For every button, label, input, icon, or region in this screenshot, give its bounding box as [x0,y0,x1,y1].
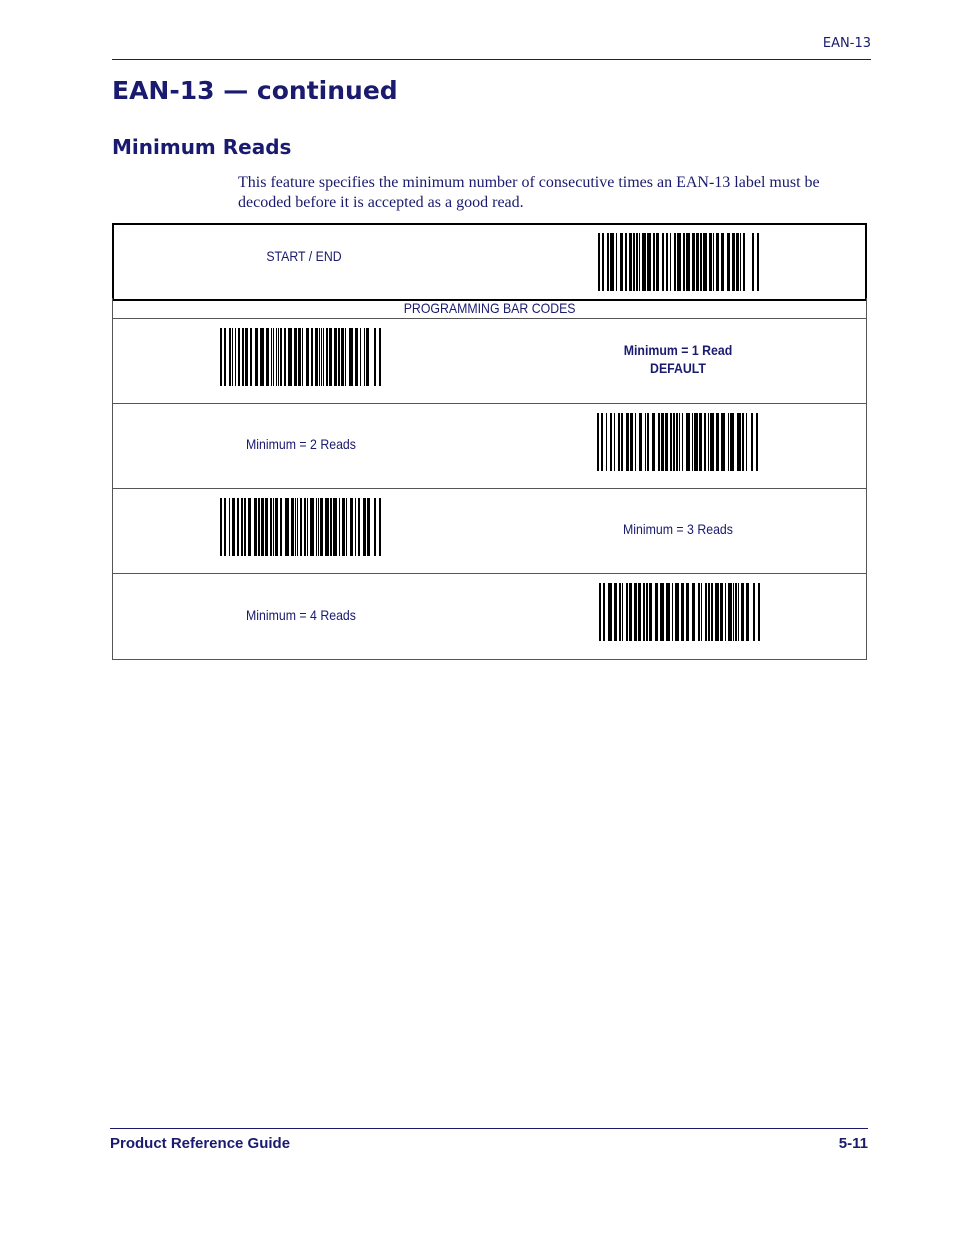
barcode-bar [742,413,744,471]
barcode-bar [614,413,615,471]
barcode-bar [610,233,614,291]
barcode-bar [666,583,670,641]
barcode-bar [325,498,329,556]
footer-guide-title: Product Reference Guide [110,1135,291,1152]
barcode-bar [261,498,264,556]
barcode-bar [653,233,655,291]
barcode-bar [342,498,345,556]
programming-table [112,298,867,660]
barcode-bar [278,328,279,386]
barcode-minimum-3 [220,498,382,556]
barcode-bar [284,328,286,386]
barcode-bar [696,233,699,291]
barcode-bar [679,413,680,471]
barcode-bar [621,413,623,471]
label-default: DEFAULT [650,360,706,376]
barcode-bar [639,413,642,471]
barcode-bar [629,233,632,291]
barcode-bar [320,498,323,556]
barcode-bar [636,233,638,291]
barcode-bar [626,413,629,471]
barcode-bar [379,498,381,556]
label-minimum-3: Minimum = 3 Reads [623,521,733,537]
barcode-bar [758,583,760,641]
barcode-bar [295,498,296,556]
barcode-bar [329,328,332,386]
barcode-bar [616,233,617,291]
barcode-bar [708,413,709,471]
barcode-bar [677,233,681,291]
barcode-bar [746,583,749,641]
label-minimum-4: Minimum = 4 Reads [246,607,356,623]
row-minimum-3 [113,489,866,574]
barcode-bar [242,328,244,386]
barcode-bar [265,498,268,556]
barcode-minimum-4 [599,583,761,641]
barcode-bar [237,498,239,556]
barcode-bar [326,328,328,386]
barcode-bar [366,328,369,386]
barcode-bar [713,233,714,291]
barcode-bar [355,328,358,386]
barcode-bar [746,413,747,471]
barcode-bar [619,583,621,641]
barcode-bar [738,583,739,641]
barcode-bar [720,583,723,641]
barcode-bar [681,583,684,641]
barcode-bar [276,328,277,386]
barcode-bar [241,498,243,556]
barcode-bar [703,233,707,291]
barcode-bar [288,328,292,386]
barcode-bar [232,328,233,386]
barcode-bar [280,328,282,386]
barcode-bar [670,233,671,291]
barcode-bar [704,413,706,471]
barcode-bar [676,413,678,471]
barcode-bar [732,233,735,291]
barcode-bar [599,583,601,641]
barcode-bar [270,498,272,556]
barcode-bar [725,583,726,641]
barcode-bar [629,583,632,641]
barcode-bar [656,233,659,291]
header-rule [112,59,871,60]
barcode-bar [367,498,370,556]
barcode-bar [721,233,724,291]
barcode-bar [662,233,664,291]
label-minimum-1 [608,341,749,377]
barcode-bar [625,233,627,291]
barcode-bar [304,498,306,556]
barcode-bar [674,233,676,291]
barcode-bar [630,413,633,471]
barcode-bar [728,583,732,641]
start-end-barcode [598,233,760,291]
barcode-bar [349,328,353,386]
barcode-bar [285,498,289,556]
barcode-bar [598,233,600,291]
barcode-bar [601,413,603,471]
barcode-bar [741,583,744,641]
barcode-bar [250,328,252,386]
barcode-bar [363,498,366,556]
barcode-bar [705,583,707,641]
barcode-bar [686,413,690,471]
barcode-bar [652,413,655,471]
barcode-bar [638,583,641,641]
barcode-bar [310,498,314,556]
barcode-bar [346,498,347,556]
barcode-bar [692,583,695,641]
row-minimum-1 [113,319,866,404]
barcode-bar [280,498,282,556]
barcode-bar [655,583,658,641]
barcode-bar [673,413,675,471]
barcode-bar [275,498,278,556]
barcode-bar [338,328,340,386]
barcode-bar [608,583,612,641]
barcode-bar [756,413,758,471]
barcode-bar [260,328,264,386]
barcode-bar [245,328,248,386]
barcode-bar [614,583,617,641]
barcode-bar [692,233,695,291]
barcode-bar [339,498,340,556]
barcode-bar [374,498,376,556]
footer-rule [110,1128,868,1129]
barcode-bar [318,498,319,556]
barcode-bar [737,413,741,471]
barcode-bar [634,583,637,641]
barcode-bar [618,413,620,471]
barcode-bar [645,413,646,471]
barcode-bar [639,233,640,291]
barcode-bar [730,413,734,471]
label-minimum-2: Minimum = 2 Reads [246,436,356,452]
barcode-bar [330,498,332,556]
barcode-bar [735,583,737,641]
barcode-bar [291,498,294,556]
barcode-bar [334,328,337,386]
barcode-bar [255,328,258,386]
row-minimum-4 [113,574,866,658]
barcode-bar [610,413,612,471]
barcode-bar [710,413,714,471]
barcode-bar [716,233,719,291]
barcode-bar [220,498,222,556]
barcode-bar [711,583,713,641]
barcode-bar [607,233,609,291]
start-end-label: START / END [266,248,342,264]
barcode-bar [602,233,604,291]
barcode-bar [364,328,365,386]
barcode-bar [302,328,303,386]
barcode-bar [297,498,298,556]
barcode-bar [315,328,318,386]
barcode-bar [306,328,309,386]
barcode-bar [721,413,725,471]
barcode-bar [670,413,672,471]
barcode-bar [248,498,251,556]
barcode-bar [229,498,230,556]
barcode-bar [727,233,730,291]
footer-page-number: 5-11 [838,1135,868,1152]
barcode-bar [311,328,313,386]
barcode-bar [694,413,698,471]
barcode-bar [643,583,645,641]
barcode-bar [238,328,240,386]
barcode-bar [686,233,690,291]
barcode-bar [701,583,702,641]
barcode-bar [266,328,269,386]
barcode-bar [244,498,246,556]
barcode-bar [307,498,308,556]
barcode-bar [751,413,753,471]
barcode-bar [753,583,755,641]
barcode-bar [699,413,702,471]
barcode-bar [658,413,660,471]
barcode-bar [649,583,652,641]
start-end-box [112,223,867,301]
barcode-bar [665,413,668,471]
barcode-bar [379,328,381,386]
barcode-bar [323,328,324,386]
barcode-bar [683,233,685,291]
barcode-bar [273,328,274,386]
barcode-bar [358,498,360,556]
barcode-bar [709,233,712,291]
barcode-bar [620,233,623,291]
barcode-bar [341,328,344,386]
section-subtitle: Minimum Reads [112,135,292,159]
barcode-bar [300,498,302,556]
barcode-bar [271,328,272,386]
barcode-bar [298,328,301,386]
barcode-bar [319,328,320,386]
barcode-bar [254,498,257,556]
running-head: EAN-13 [822,36,871,51]
barcode-bar [333,498,337,556]
barcode-bar [716,413,719,471]
barcode-bar [752,233,754,291]
barcode-bar [635,413,636,471]
row-minimum-2 [113,404,866,489]
barcode-bar [708,583,710,641]
programming-title: PROGRAMMING BAR CODES [113,298,866,319]
barcode-bar [660,583,664,641]
barcode-bar [728,413,729,471]
barcode-bar [686,583,689,641]
barcode-bar [360,328,361,386]
barcode-bar [633,233,635,291]
barcode-bar [666,233,668,291]
barcode-bar [698,583,700,641]
barcode-bar [642,233,646,291]
barcode-bar [374,328,376,386]
barcode-bar [229,328,231,386]
barcode-bar [647,233,651,291]
barcode-bar [700,233,702,291]
intro-paragraph: This feature specifies the minimum number of consecutive times an EAN-13 label must be decoded before it is accepted as a good read. [238,174,820,211]
barcode-bar [294,328,297,386]
barcode-bar [273,498,274,556]
barcode-bar [224,328,226,386]
barcode-bar [321,328,322,386]
barcode-bar [258,498,260,556]
page-title: EAN-13 — continued [112,76,398,105]
barcode-bar [603,583,605,641]
barcode-bar [622,583,623,641]
barcode-bar [646,583,648,641]
barcode-bar [626,583,628,641]
barcode-bar [220,328,222,386]
barcode-bar [235,328,236,386]
barcode-minimum-2 [597,413,759,471]
barcode-minimum-1 [220,328,382,386]
barcode-bar [232,498,235,556]
barcode-bar [606,413,607,471]
barcode-bar [316,498,317,556]
barcode-bar [715,583,719,641]
barcode-bar [597,413,599,471]
barcode-bar [647,413,649,471]
barcode-bar [736,233,739,291]
label-minimum-1-line1: Minimum = 1 Read [623,342,733,358]
barcode-bar [661,413,664,471]
barcode-bar [757,233,759,291]
barcode-bar [672,583,673,641]
barcode-bar [682,413,683,471]
barcode-bar [692,413,693,471]
barcode-bar [733,583,734,641]
barcode-bar [224,498,226,556]
barcode-bar [355,498,356,556]
barcode-bar [350,498,353,556]
barcode-bar [743,233,745,291]
barcode-bar [345,328,346,386]
barcode-bar [675,583,679,641]
barcode-bar [740,233,741,291]
